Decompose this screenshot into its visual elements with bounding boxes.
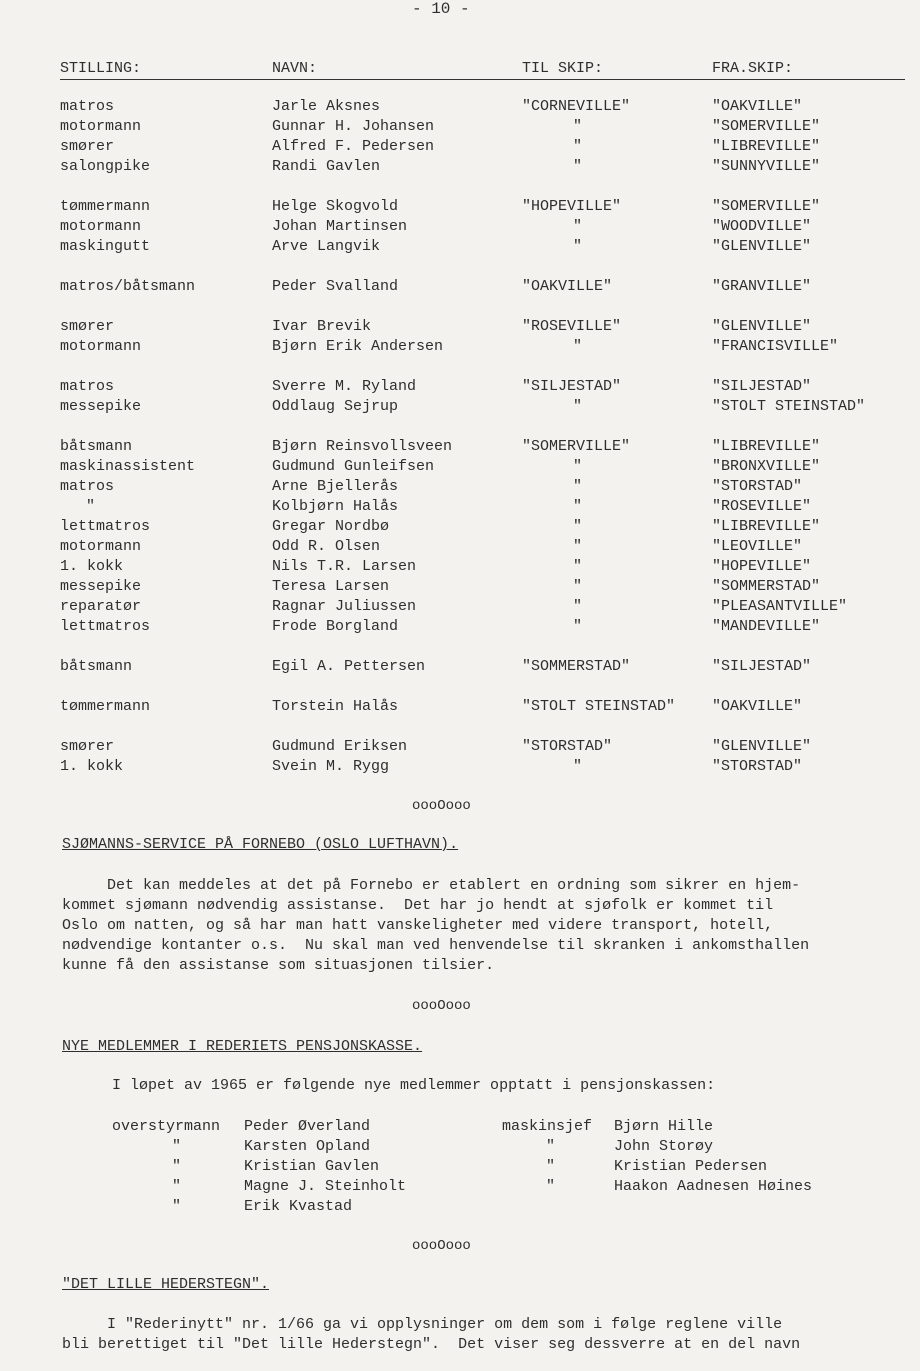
page-number: - 10 - [412, 0, 470, 18]
navn-cell: Peder Svalland [272, 278, 399, 295]
section-separator: oooOooo [412, 1238, 471, 1254]
member-title: " [172, 1158, 182, 1175]
stilling-cell: lettmatros [60, 618, 151, 635]
fra-skip-cell: "GLENVILLE" [712, 238, 812, 255]
fra-skip-cell: "ROSEVILLE" [712, 498, 812, 515]
til-skip-cell: " [573, 218, 583, 235]
paragraph-line: I "Rederinytt" nr. 1/66 ga vi opplysninger om dem som i følge reglene ville [62, 1316, 783, 1333]
til-skip-cell: " [573, 618, 583, 635]
fra-skip-cell: "LEOVILLE" [712, 538, 803, 555]
stilling-cell: messepike [60, 578, 142, 595]
fra-skip-cell: "LIBREVILLE" [712, 438, 821, 455]
paragraph-line: kunne få den assistanse som situasjonen tilsier. [62, 957, 495, 974]
fra-skip-cell: "GRANVILLE" [712, 278, 812, 295]
til-skip-cell: "HOPEVILLE" [522, 198, 622, 215]
stilling-cell: maskingutt [60, 238, 151, 255]
til-skip-cell: "OAKVILLE" [522, 278, 613, 295]
stilling-cell: tømmermann [60, 198, 151, 215]
navn-cell: Odd R. Olsen [272, 538, 381, 555]
fra-skip-cell: "LIBREVILLE" [712, 518, 821, 535]
fra-skip-cell: "SILJESTAD" [712, 378, 812, 395]
fra-skip-cell: "OAKVILLE" [712, 698, 803, 715]
navn-cell: Sverre M. Ryland [272, 378, 417, 395]
til-skip-cell: " [573, 578, 583, 595]
member-name: Kristian Gavlen [244, 1158, 380, 1175]
fra-skip-cell: "OAKVILLE" [712, 98, 803, 115]
navn-cell: Helge Skogvold [272, 198, 399, 215]
til-skip-cell: " [573, 338, 583, 355]
til-skip-cell: "SOMERVILLE" [522, 438, 631, 455]
member-title: " [546, 1158, 556, 1175]
navn-cell: Arve Langvik [272, 238, 381, 255]
member-name: Karsten Opland [244, 1138, 371, 1155]
navn-cell: Arne Bjellerås [272, 478, 399, 495]
fra-skip-cell: "LIBREVILLE" [712, 138, 821, 155]
paragraph-line: Oslo om natten, og så har man hatt vanskeligheter med videre transport, hotell, [62, 917, 774, 934]
til-skip-cell: "SILJESTAD" [522, 378, 622, 395]
stilling-cell: motormann [60, 338, 142, 355]
stilling-cell: " [86, 498, 96, 515]
navn-cell: Egil A. Pettersen [272, 658, 426, 675]
navn-cell: Gudmund Gunleifsen [272, 458, 435, 475]
fra-skip-cell: "STORSTAD" [712, 478, 803, 495]
paragraph-line: nødvendige kontanter o.s. Nu skal man ved henvendelse til skranken i ankomsthallen [62, 937, 810, 954]
navn-cell: Nils T.R. Larsen [272, 558, 417, 575]
stilling-cell: båtsmann [60, 658, 133, 675]
navn-cell: Gudmund Eriksen [272, 738, 408, 755]
navn-cell: Torstein Halås [272, 698, 399, 715]
navn-cell: Alfred F. Pedersen [272, 138, 435, 155]
navn-cell: Ragnar Juliussen [272, 598, 417, 615]
navn-cell: Svein M. Rygg [272, 758, 390, 775]
col-header-stilling: STILLING: [60, 60, 142, 77]
fra-skip-cell: "SOMMERSTAD" [712, 578, 821, 595]
navn-cell: Ivar Brevik [272, 318, 372, 335]
col-header-navn: NAVN: [272, 60, 318, 77]
til-skip-cell: " [573, 478, 583, 495]
stilling-cell: matros/båtsmann [60, 278, 196, 295]
stilling-cell: motormann [60, 118, 142, 135]
section-heading-sjomanns-service: SJØMANNS-SERVICE PÅ FORNEBO (OSLO LUFTHAVN). [62, 836, 459, 853]
stilling-cell: messepike [60, 398, 142, 415]
col-header-til-skip: TIL SKIP: [522, 60, 604, 77]
til-skip-cell: " [573, 138, 583, 155]
fra-skip-cell: "STORSTAD" [712, 758, 803, 775]
stilling-cell: matros [60, 378, 115, 395]
stilling-cell: tømmermann [60, 698, 151, 715]
member-title: " [546, 1178, 556, 1195]
navn-cell: Bjørn Erik Andersen [272, 338, 444, 355]
col-header-fra-skip: FRA.SKIP: [712, 60, 794, 77]
stilling-cell: motormann [60, 218, 142, 235]
navn-cell: Frode Borgland [272, 618, 399, 635]
stilling-cell: salongpike [60, 158, 151, 175]
member-name: Peder Øverland [244, 1118, 371, 1135]
fra-skip-cell: "GLENVILLE" [712, 318, 812, 335]
fra-skip-cell: "SILJESTAD" [712, 658, 812, 675]
til-skip-cell: " [573, 598, 583, 615]
member-name: Magne J. Steinholt [244, 1178, 407, 1195]
member-title: " [172, 1178, 182, 1195]
stilling-cell: smører [60, 318, 115, 335]
member-title: overstyrmann [112, 1118, 221, 1135]
til-skip-cell: " [573, 158, 583, 175]
member-name: Bjørn Hille [614, 1118, 714, 1135]
til-skip-cell: " [573, 538, 583, 555]
fra-skip-cell: "SOMERVILLE" [712, 118, 821, 135]
stilling-cell: matros [60, 98, 115, 115]
fra-skip-cell: "FRANCISVILLE" [712, 338, 839, 355]
fra-skip-cell: "SUNNYVILLE" [712, 158, 821, 175]
paragraph-line: kommet sjømann nødvendig assistanse. Det har jo hendt at sjøfolk er kommet til [62, 897, 774, 914]
fra-skip-cell: "STOLT STEINSTAD" [712, 398, 866, 415]
navn-cell: Oddlaug Sejrup [272, 398, 399, 415]
stilling-cell: lettmatros [60, 518, 151, 535]
til-skip-cell: "ROSEVILLE" [522, 318, 622, 335]
til-skip-cell: " [573, 458, 583, 475]
stilling-cell: båtsmann [60, 438, 133, 455]
member-title: maskinsjef [502, 1118, 593, 1135]
stilling-cell: reparatør [60, 598, 142, 615]
section-heading-det-lille-hederstegn: "DET LILLE HEDERSTEGN". [62, 1276, 270, 1293]
til-skip-cell: "STORSTAD" [522, 738, 613, 755]
member-title: " [172, 1138, 182, 1155]
section-separator: oooOooo [412, 798, 471, 814]
member-title: " [172, 1198, 182, 1215]
section-heading-nye-medlemmer: NYE MEDLEMMER I REDERIETS PENSJONSKASSE. [62, 1038, 423, 1055]
navn-cell: Johan Martinsen [272, 218, 408, 235]
member-name: Erik Kvastad [244, 1198, 353, 1215]
navn-cell: Gunnar H. Johansen [272, 118, 435, 135]
fra-skip-cell: "MANDEVILLE" [712, 618, 821, 635]
til-skip-cell: " [573, 118, 583, 135]
navn-cell: Bjørn Reinsvollsveen [272, 438, 453, 455]
til-skip-cell: "SOMMERSTAD" [522, 658, 631, 675]
navn-cell: Randi Gavlen [272, 158, 381, 175]
fra-skip-cell: "WOODVILLE" [712, 218, 812, 235]
header-underline [60, 79, 905, 80]
til-skip-cell: "CORNEVILLE" [522, 98, 631, 115]
member-title: " [546, 1138, 556, 1155]
fra-skip-cell: "PLEASANTVILLE" [712, 598, 848, 615]
section-separator: oooOooo [412, 998, 471, 1014]
stilling-cell: smører [60, 738, 115, 755]
stilling-cell: 1. kokk [60, 758, 124, 775]
paragraph-line: Det kan meddeles at det på Fornebo er etablert en ordning som sikrer en hjem- [62, 877, 801, 894]
navn-cell: Gregar Nordbø [272, 518, 390, 535]
navn-cell: Teresa Larsen [272, 578, 390, 595]
member-name: Haakon Aadnesen Høines [614, 1178, 813, 1195]
stilling-cell: 1. kokk [60, 558, 124, 575]
stilling-cell: maskinassistent [60, 458, 196, 475]
til-skip-cell: " [573, 758, 583, 775]
til-skip-cell: "STOLT STEINSTAD" [522, 698, 676, 715]
fra-skip-cell: "SOMERVILLE" [712, 198, 821, 215]
fra-skip-cell: "BRONXVILLE" [712, 458, 821, 475]
paragraph-line: I løpet av 1965 er følgende nye medlemmer opptatt i pensjonskassen: [112, 1077, 716, 1094]
til-skip-cell: " [573, 518, 583, 535]
til-skip-cell: " [573, 558, 583, 575]
stilling-cell: smører [60, 138, 115, 155]
til-skip-cell: " [573, 498, 583, 515]
til-skip-cell: " [573, 238, 583, 255]
fra-skip-cell: "HOPEVILLE" [712, 558, 812, 575]
fra-skip-cell: "GLENVILLE" [712, 738, 812, 755]
navn-cell: Kolbjørn Halås [272, 498, 399, 515]
stilling-cell: motormann [60, 538, 142, 555]
paragraph-line: bli berettiget til "Det lille Hederstegn". Det viser seg dessverre at en del navn [62, 1336, 801, 1353]
navn-cell: Jarle Aksnes [272, 98, 381, 115]
member-name: John Storøy [614, 1138, 714, 1155]
member-name: Kristian Pedersen [614, 1158, 768, 1175]
til-skip-cell: " [573, 398, 583, 415]
stilling-cell: matros [60, 478, 115, 495]
